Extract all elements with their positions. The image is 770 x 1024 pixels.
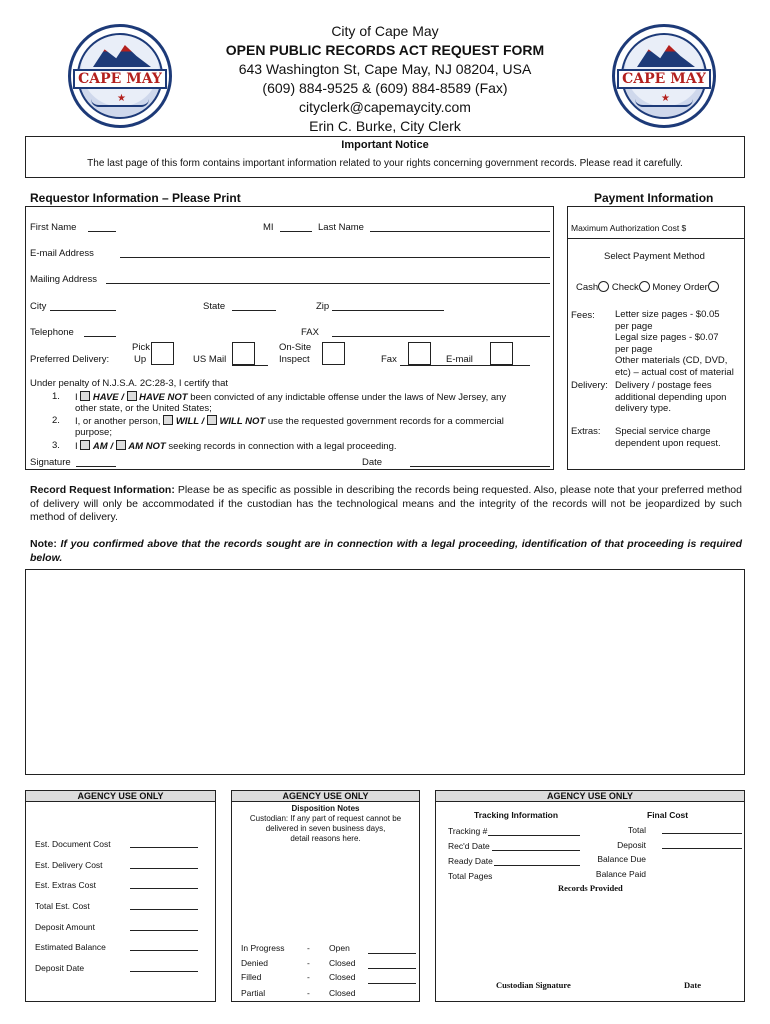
record-request-line: Please be as specific as possible in describing the records being requested. Also, please note that your preferred	[177, 484, 704, 496]
status-row	[241, 972, 356, 982]
have-checkbox[interactable]	[80, 391, 90, 401]
city-label: City	[30, 301, 47, 312]
cert2-text: I, or another person,	[75, 416, 161, 427]
seal-banner: CAPE MAY	[617, 69, 711, 89]
check-radio[interactable]	[639, 281, 650, 292]
zip-field[interactable]	[332, 310, 444, 311]
status-row	[241, 943, 350, 953]
cost-label: Est. Delivery Cost	[35, 860, 103, 870]
will-label: WILL /	[175, 416, 205, 427]
city-field[interactable]	[50, 310, 116, 311]
fees-list	[615, 309, 734, 378]
cert3-line	[75, 440, 397, 452]
cost-field[interactable]	[130, 847, 198, 848]
fees-label: Fees:	[571, 310, 595, 321]
cash-label: Cash	[576, 282, 599, 293]
cost-field[interactable]	[130, 930, 198, 931]
onsite-label-1: On-Site	[279, 342, 312, 353]
have-label: HAVE /	[92, 392, 124, 403]
city-seal-left: CAPE MAY ★	[68, 24, 172, 128]
pickup-label-2: Up	[134, 354, 147, 365]
status-dash: -	[307, 958, 310, 968]
records-provided-label: Records Provided	[558, 883, 623, 893]
seal-banner: CAPE MAY	[73, 69, 167, 89]
have-not-checkbox[interactable]	[127, 391, 137, 401]
notice-title: Important Notice	[341, 139, 429, 151]
tracking-field[interactable]	[488, 835, 580, 836]
cost-field[interactable]	[130, 971, 198, 972]
status-field[interactable]	[368, 983, 416, 984]
status-right: Closed	[329, 988, 356, 998]
onsite-label-2: Inspect	[279, 354, 310, 365]
mi-field[interactable]	[280, 231, 312, 232]
max-cost-label: Maximum Authorization Cost $	[571, 223, 687, 233]
pickup-checkbox[interactable]	[151, 342, 174, 365]
final-cost-field[interactable]	[662, 833, 742, 834]
extras-list	[615, 426, 721, 449]
first-name-field[interactable]	[88, 231, 116, 232]
state-field[interactable]	[232, 310, 276, 311]
cost-field[interactable]	[130, 909, 198, 910]
agency-head-2: AGENCY USE ONLY	[231, 790, 420, 802]
fee-line: Letter size pages - $0.05	[615, 309, 720, 320]
will-not-label: WILL NOT	[219, 416, 266, 427]
agency-head-3: AGENCY USE ONLY	[435, 790, 745, 802]
am-not-checkbox[interactable]	[116, 440, 126, 450]
cert3-rest: seeking records in connection with a legal proceeding.	[168, 441, 397, 452]
record-request-line: jeopardized by such method of delivery.	[30, 497, 742, 523]
fee-line: etc) – actual cost of material	[615, 366, 734, 378]
am-checkbox[interactable]	[80, 440, 90, 450]
email-option-label: E-mail	[446, 354, 473, 365]
fee-line: per page	[615, 320, 653, 332]
cert1-line	[75, 391, 506, 403]
delivery-line: Delivery / postage fees	[615, 380, 712, 391]
cert2-line	[75, 415, 504, 427]
cert1-rest2: other state, or the United States;	[75, 403, 212, 414]
mi-label: MI	[263, 222, 274, 233]
tracking-label: Rec'd Date	[448, 841, 490, 851]
date-field[interactable]	[410, 466, 550, 467]
notice-text: The last page of this form contains important information related to your rights concerning government records. Please read it carefully.	[87, 158, 683, 169]
signature-label: Signature	[30, 457, 71, 468]
city-email: cityclerk@capemaycity.com	[299, 99, 471, 115]
money-order-label: Money Order	[652, 282, 708, 293]
status-dash: -	[307, 943, 310, 953]
disposition-text: Custodian: If any part of request cannot be	[249, 814, 402, 823]
status-left: Filled	[241, 972, 262, 982]
extras-line: Special service charge	[615, 426, 711, 437]
delivery-label: Delivery:	[571, 380, 608, 391]
us-mail-checkbox[interactable]	[232, 342, 255, 365]
final-cost-label: Balance Due	[597, 854, 646, 864]
tracking-field[interactable]	[494, 865, 580, 866]
zip-label: Zip	[316, 301, 330, 312]
tracking-field[interactable]	[492, 850, 580, 851]
mailing-field[interactable]	[106, 283, 550, 284]
email-underline	[444, 365, 530, 366]
max-cost-rule	[568, 238, 744, 239]
extras-line: dependent upon request.	[615, 437, 721, 449]
tracking-label: Total Pages	[448, 871, 493, 881]
status-row	[241, 988, 356, 998]
agency-head-1: AGENCY USE ONLY	[25, 790, 216, 802]
status-right: Closed	[329, 958, 356, 968]
certify-text: Under penalty of N.J.S.A. 2C:28-3, I certify that	[30, 378, 229, 389]
cert3-number: 3.	[52, 440, 60, 451]
status-field[interactable]	[368, 968, 416, 969]
have-not-label: HAVE NOT	[139, 392, 188, 403]
notice-box	[25, 136, 745, 178]
cost-label: Deposit Date	[35, 963, 85, 973]
cost-label: Total Est. Cost	[35, 901, 90, 911]
delivery-line: delivery type.	[615, 403, 671, 414]
status-left: Denied	[241, 958, 268, 968]
pickup-label-1: Pick	[132, 342, 150, 353]
cost-field[interactable]	[130, 868, 198, 869]
cost-field[interactable]	[130, 950, 198, 951]
fee-line: Other materials (CD, DVD,	[615, 355, 728, 366]
fax-checkbox[interactable]	[408, 342, 431, 365]
cost-label: Est. Document Cost	[35, 839, 111, 849]
record-request-label: Record Request Information:	[30, 484, 175, 496]
status-right: Open	[329, 943, 350, 953]
city-seal-right: CAPE MAY ★	[612, 24, 716, 128]
fee-line: per page	[615, 343, 653, 355]
cost-field[interactable]	[130, 888, 198, 889]
note-text: If you confirmed above that the records sought are in connection with a legal proceeding, identification of that proceeding is	[60, 538, 697, 550]
email-checkbox[interactable]	[490, 342, 513, 365]
custodian-date-label: Date	[684, 980, 701, 990]
header-block	[200, 22, 570, 136]
fee-line: Legal size pages - $0.07	[615, 332, 719, 343]
status-field[interactable]	[368, 953, 416, 954]
disposition-title: Disposition Notes	[291, 804, 360, 813]
delivery-line: additional depending upon	[615, 391, 727, 403]
cert2-rest2: purpose;	[75, 427, 112, 438]
city-phone: (609) 884-9525 & (609) 884-8589 (Fax)	[262, 80, 508, 96]
first-name-label: First Name	[30, 222, 77, 233]
cert2-number: 2.	[52, 415, 60, 426]
city-address: 643 Washington St, Cape May, NJ 08204, USA	[238, 61, 532, 77]
onsite-checkbox[interactable]	[322, 342, 345, 365]
status-dash: -	[307, 972, 310, 982]
form-title: OPEN PUBLIC RECORDS ACT REQUEST FORM	[225, 42, 545, 58]
record-request-text	[30, 484, 742, 525]
disposition-notes	[233, 804, 418, 844]
status-row	[241, 958, 356, 968]
cost-label: Deposit Amount	[35, 922, 96, 932]
fax-field[interactable]	[332, 336, 550, 337]
cert1-number: 1.	[52, 391, 60, 402]
email-field[interactable]	[120, 257, 550, 258]
money-order-radio[interactable]	[708, 281, 719, 292]
note-label: Note:	[30, 538, 57, 550]
final-cost-label: Balance Paid	[595, 869, 646, 879]
am-not-label: AM NOT	[128, 441, 166, 452]
requestor-heading: Requestor Information – Please Print	[30, 191, 241, 205]
city-clerk: Erin C. Burke, City Clerk	[309, 118, 461, 134]
date-label: Date	[362, 457, 383, 468]
tracking-label: Tracking #	[448, 826, 488, 836]
fax-option-label: Fax	[381, 354, 397, 365]
record-request-line: method of delivery will only be accommodated if the custodian has the technological means and the integrity of the records will not be	[30, 484, 742, 510]
telephone-field[interactable]	[84, 336, 116, 337]
check-label: Check	[611, 282, 639, 293]
us-mail-underline	[232, 365, 268, 366]
last-name-field[interactable]	[370, 231, 550, 232]
record-request-field[interactable]	[25, 569, 745, 775]
extras-label: Extras:	[571, 426, 601, 437]
will-checkbox[interactable]	[163, 415, 173, 425]
disposition-text: delivered in seven business days,	[265, 824, 386, 833]
status-left: Partial	[241, 988, 266, 998]
fax-label: FAX	[301, 327, 319, 338]
payment-heading: Payment Information	[594, 191, 714, 205]
status-left: In Progress	[241, 943, 285, 953]
cost-label: Estimated Balance	[35, 942, 106, 952]
tracking-label: Ready Date	[448, 856, 493, 866]
cert1-rest: been convicted of any indictable offense under the laws of New Jersey, any	[190, 392, 507, 403]
signature-field[interactable]	[76, 466, 116, 467]
state-label: State	[203, 301, 226, 312]
cash-radio[interactable]	[598, 281, 609, 292]
legal-note	[30, 538, 742, 565]
final-cost-label: Deposit	[617, 840, 646, 850]
disposition-text: detail reasons here.	[290, 834, 361, 843]
note-text: required below.	[30, 538, 743, 564]
status-right: Closed	[329, 972, 356, 982]
last-name-label: Last Name	[318, 222, 364, 233]
email-label: E-mail Address	[30, 248, 94, 259]
final-cost-field[interactable]	[662, 848, 742, 849]
preferred-delivery-label: Preferred Delivery:	[30, 354, 110, 365]
cert3-i: I	[75, 441, 78, 452]
fax-underline	[400, 365, 444, 366]
final-cost-title: Final Cost	[647, 810, 689, 820]
custodian-signature-label: Custodian Signature	[496, 980, 571, 990]
mailing-label: Mailing Address	[30, 274, 98, 285]
final-cost-label: Total	[628, 825, 646, 835]
cert1-i: I	[75, 392, 78, 403]
status-dash: -	[307, 988, 310, 998]
city-name: City of Cape May	[331, 23, 439, 39]
telephone-label: Telephone	[30, 327, 74, 338]
am-label: AM /	[92, 441, 113, 452]
us-mail-label: US Mail	[193, 354, 227, 365]
cost-label: Est. Extras Cost	[35, 880, 96, 890]
tracking-title: Tracking Information	[474, 810, 559, 820]
payment-options	[576, 281, 719, 293]
delivery-list	[615, 380, 726, 415]
select-payment-label: Select Payment Method	[604, 251, 705, 262]
will-not-checkbox[interactable]	[207, 415, 217, 425]
cert2-rest: use the requested government records for a commercial	[267, 416, 504, 427]
